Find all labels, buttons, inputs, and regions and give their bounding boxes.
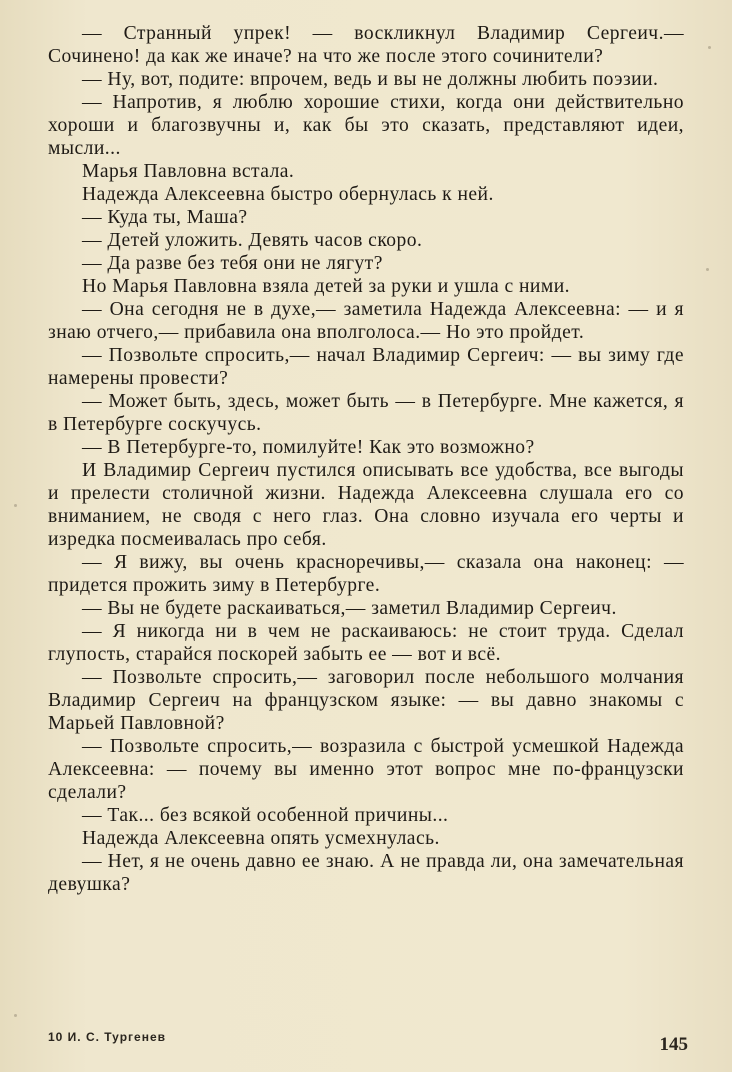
- paragraph: — Я вижу, вы очень красноречивы,— сказала она наконец: — придется прожить зиму в Петербурге.: [48, 552, 684, 596]
- paragraph: — Нет, я не очень давно ее знаю. А не правда ли, она замечательная девушка?: [48, 851, 684, 895]
- paragraph: Марья Павловна встала.: [82, 161, 295, 182]
- paragraph: — Да разве без тебя они не лягут?: [82, 253, 383, 274]
- paragraph: — Так... без всякой особенной причины...: [82, 805, 449, 826]
- paper-speck: [706, 268, 709, 271]
- paragraph: — Я никогда ни в чем не раскаиваюсь: не стоит труда. Сделал глупость, старайся поскорей забыть ее — вот и всё.: [48, 621, 684, 665]
- paper-speck: [14, 504, 17, 507]
- paragraph: Надежда Алексеевна опять усмехнулась.: [82, 828, 440, 849]
- paragraph: — Позвольте спросить,— начал Владимир Сергеич: — вы зиму где намерены провести?: [48, 345, 684, 389]
- paragraph: — Напротив, я люблю хорошие стихи, когда они действительно хороши и благозвучны и, как бы это сказать, представляют идеи, мысли...: [48, 92, 684, 159]
- paragraph: — Ну, вот, подите: впрочем, ведь и вы не должны любить поэзии.: [82, 69, 659, 90]
- paragraph: — В Петербурге-то, помилуйте! Как это возможно?: [82, 437, 535, 458]
- paragraph: — Вы не будете раскаиваться,— заметил Владимир Сергеич.: [82, 598, 617, 619]
- body-text: [48, 22, 684, 896]
- paragraph: — Может быть, здесь, может быть — в Петербурге. Мне кажется, я в Петербурге соскучусь.: [48, 391, 684, 435]
- paper-speck: [14, 1014, 17, 1017]
- paragraph: Но Марья Павловна взяла детей за руки и ушла с ними.: [82, 276, 571, 297]
- paragraph: — Детей уложить. Девять часов скоро.: [82, 230, 423, 251]
- paragraph: — Позвольте спросить,— заговорил после небольшого молчания Владимир Сергеич на французском языке: — вы давно знакомы с Марьей Павловной?: [48, 667, 684, 734]
- paragraph: — Позвольте спросить,— возразила с быстрой усмешкой Надежда Алексеевна: — почему вы именно этот вопрос мне по-французски сделали?: [48, 736, 684, 803]
- signature-mark: 10 И. С. Тургенев: [48, 1030, 166, 1044]
- paragraph: — Куда ты, Маша?: [82, 207, 248, 228]
- paragraph: — Она сегодня не в духе,— заметила Надежда Алексеевна: — и я знаю отчего,— прибавила она вполголоса.— Но это пройдет.: [48, 299, 684, 343]
- paragraph: — Странный упрек! — воскликнул Владимир Сергеич.— Сочинено! да как же иначе? на что же после этого сочинители?: [48, 23, 684, 67]
- page-number: 145: [659, 1034, 688, 1055]
- paragraph: Надежда Алексеевна быстро обернулась к ней.: [82, 184, 494, 205]
- paper-speck: [708, 46, 711, 49]
- paragraph: И Владимир Сергеич пустился описывать все удобства, все выгоды и прелести столичной жизни. Надежда Алексеевна слушала его со вниманием, не сводя с него глаз. Она словно изучала его черты и изредка посмеивалась про себя.: [48, 460, 684, 550]
